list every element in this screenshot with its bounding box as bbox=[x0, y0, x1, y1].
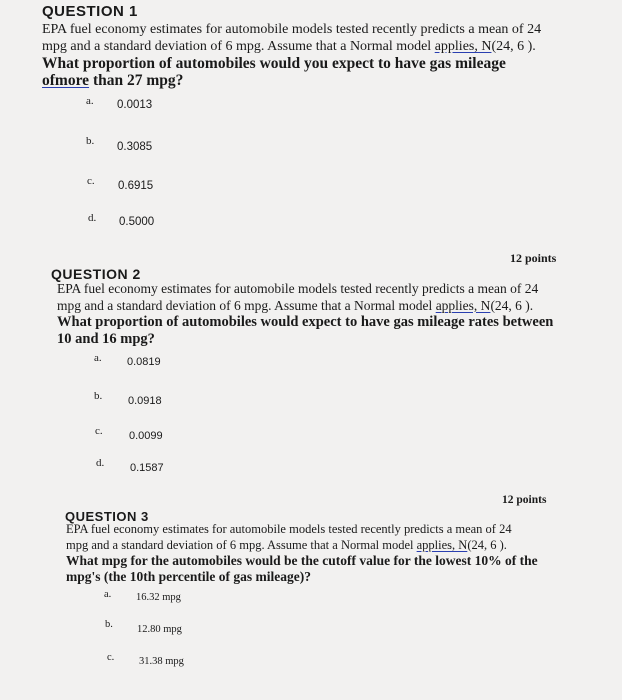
question-1-text bbox=[42, 21, 541, 89]
question-1-line-1: EPA fuel economy estimates for automobile models tested recently predicts a mean of 24 bbox=[42, 22, 542, 37]
question-1-points: 12 points bbox=[510, 251, 557, 265]
q3-option-b-radio[interactable]: b. bbox=[105, 619, 113, 630]
q3-option-b-value: 12.80 mpg bbox=[137, 624, 182, 635]
q1-option-b-value: 0.3085 bbox=[117, 141, 153, 153]
q1-option-a-radio[interactable]: a. bbox=[86, 95, 94, 107]
question-3-line-3: What mpg for the automobiles would be the cutoff value for the lowest 10% of the bbox=[66, 553, 538, 568]
q2-option-c-radio[interactable]: c. bbox=[95, 425, 103, 437]
q1-option-c-value: 0.6915 bbox=[118, 180, 154, 192]
question-2-line-1: EPA fuel economy estimates for automobile models tested recently predicts a mean of 24 bbox=[57, 281, 539, 296]
question-3-line-1: EPA fuel economy estimates for automobile models tested recently predicts a mean of 24 bbox=[66, 522, 512, 536]
question-1-line-2: mpg and a standard deviation of 6 mpg. Assume that a Normal model applies, N(24, 6 ). bbox=[42, 39, 536, 54]
q3-option-c-value: 31.38 mpg bbox=[139, 656, 184, 667]
question-1-line-4: ofmore than 27 mpg? bbox=[42, 72, 184, 89]
question-3-title: QUESTION 3 bbox=[65, 509, 149, 524]
q1-option-b-radio[interactable]: b. bbox=[86, 135, 95, 147]
question-3-line-4: mpg's (the 10th percentile of gas mileage)? bbox=[66, 568, 311, 584]
q1-option-c-radio[interactable]: c. bbox=[87, 175, 95, 187]
q2-option-b-radio[interactable]: b. bbox=[94, 390, 103, 402]
q2-option-d-value: 0.1587 bbox=[130, 462, 164, 474]
q2-option-b-value: 0.0918 bbox=[128, 395, 162, 407]
q1-option-d-value: 0.5000 bbox=[119, 216, 155, 228]
question-2-title: QUESTION 2 bbox=[51, 266, 141, 282]
q3-option-c-radio[interactable]: c. bbox=[107, 652, 115, 663]
question-2-points: 12 points bbox=[502, 494, 547, 506]
q2-option-c-value: 0.0099 bbox=[129, 430, 163, 442]
question-2-text bbox=[57, 281, 553, 347]
q1-option-d-radio[interactable]: d. bbox=[88, 212, 97, 224]
q3-option-a-value: 16.32 mpg bbox=[136, 592, 181, 603]
question-1-title: QUESTION 1 bbox=[42, 3, 138, 20]
question-3-line-2: mpg and a standard deviation of 6 mpg. Assume that a Normal model applies, N(24, 6 ). bbox=[66, 537, 507, 552]
question-1-line-3: What proportion of automobiles would you expect to have gas mileage bbox=[42, 55, 506, 72]
question-2-line-3: What proportion of automobiles would expect to have gas mileage rates between bbox=[57, 314, 554, 330]
question-2-line-4: 10 and 16 mpg? bbox=[57, 330, 155, 347]
q2-option-a-value: 0.0819 bbox=[127, 356, 161, 368]
question-3-text bbox=[66, 522, 538, 584]
q3-option-a-radio[interactable]: a. bbox=[104, 589, 112, 600]
q1-option-a-value: 0.0013 bbox=[117, 99, 153, 111]
question-2-line-2: mpg and a standard deviation of 6 mpg. Assume that a Normal model applies, N(24, 6 ). bbox=[57, 297, 534, 313]
q2-option-a-radio[interactable]: a. bbox=[94, 352, 102, 364]
q2-option-d-radio[interactable]: d. bbox=[96, 457, 105, 469]
